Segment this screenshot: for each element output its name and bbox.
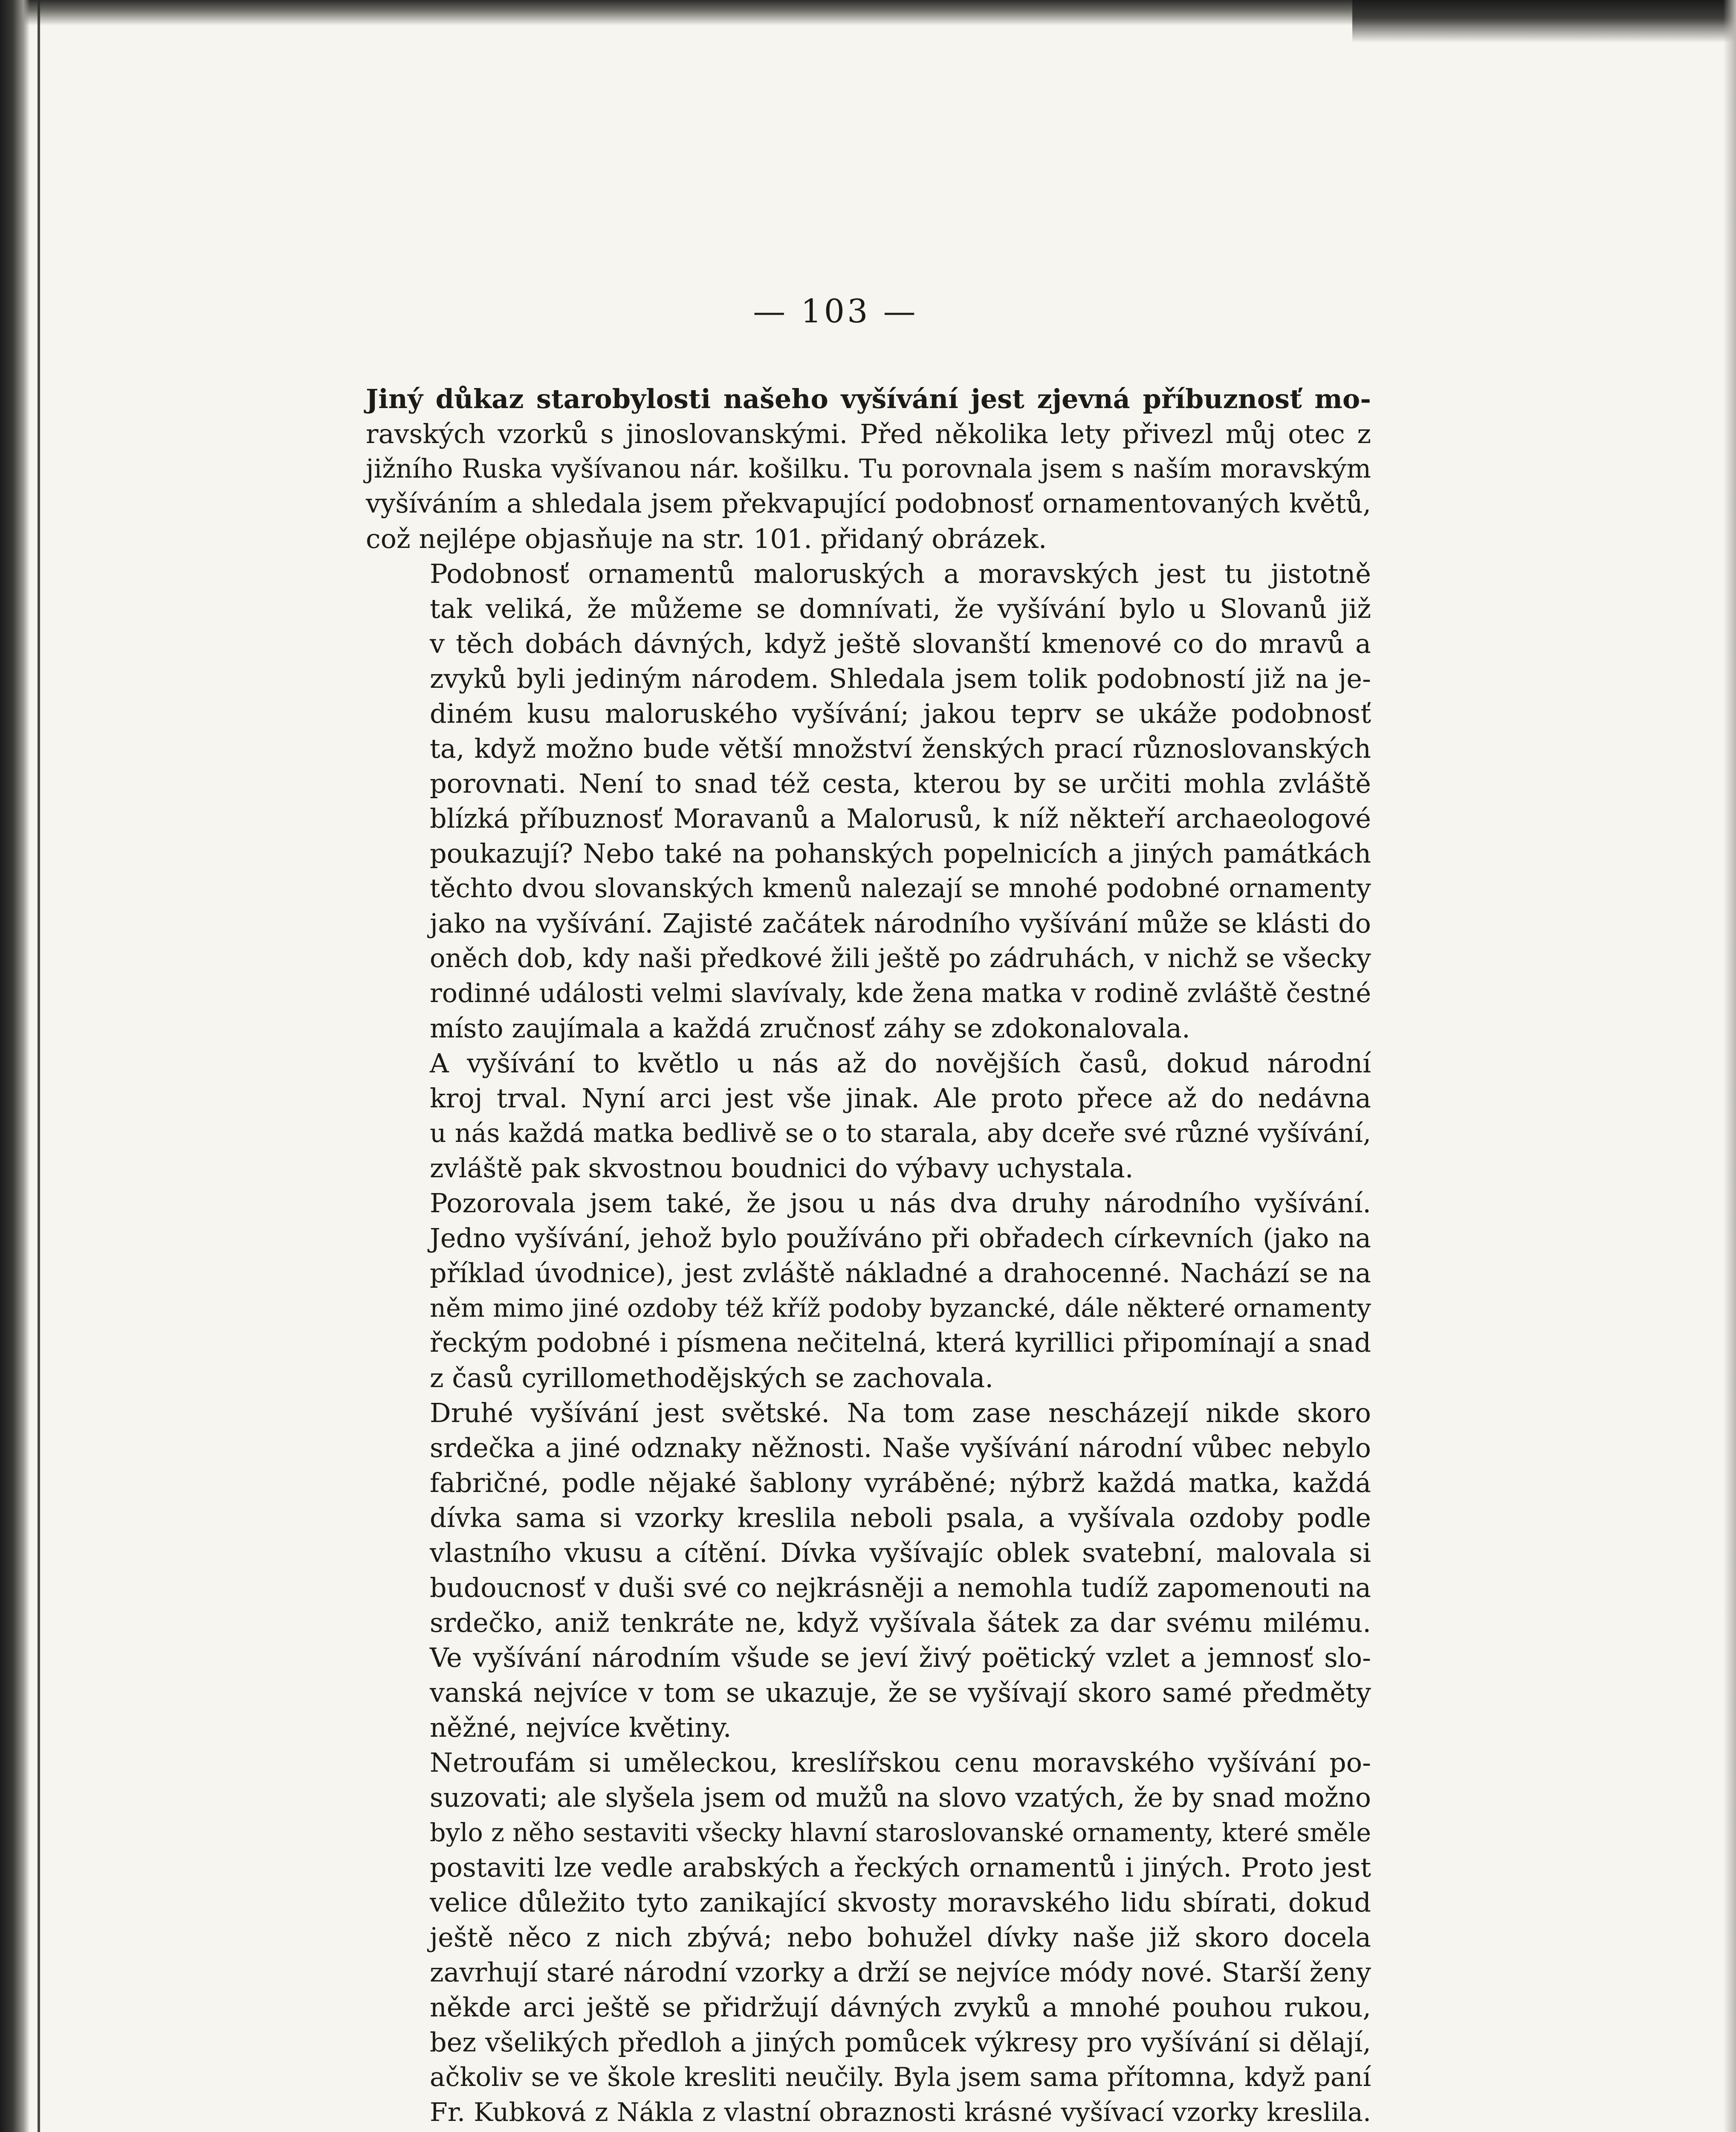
text-line: ta, když možno bude větší množství ženských prací různoslovanských bbox=[430, 733, 1371, 764]
text-line: řeckým podobné i písmena nečitelná, která kyrillici připomínají a snad bbox=[430, 1328, 1371, 1358]
text-line: velice důležito tyto zanikající skvosty moravského lidu sbírati, dokud bbox=[430, 1887, 1371, 1918]
paragraph bbox=[366, 1745, 1371, 2132]
text-line: což nejlépe objasňuje na str. 101. přidaný obrázek. bbox=[366, 523, 1047, 554]
text-line: Ve vyšívání národním všude se jeví živý poëtický vzlet a jemnosť slo- bbox=[430, 1642, 1371, 1673]
scan-right-shadow bbox=[1723, 0, 1736, 2132]
text-line: zavrhují staré národní vzorky a drží se nejvíce módy nové. Starší ženy bbox=[430, 1957, 1371, 1988]
text-line: někde arci ještě se přidržují dávných zvyků a mnohé pouhou rukou, bbox=[430, 1992, 1371, 2023]
paragraph bbox=[366, 556, 1371, 1046]
text-line: A vyšívání to květlo u nás až do novějších časů, dokud národní bbox=[430, 1048, 1371, 1079]
scan-binding-line bbox=[38, 0, 40, 2132]
paragraph bbox=[366, 1186, 1371, 1396]
text-line: příklad úvodnice), jest zvláště nákladné a drahocenné. Nachází se na bbox=[430, 1257, 1371, 1289]
text-line: blízká příbuznosť Moravanů a Malorusů, k níž někteří archaeologové bbox=[430, 803, 1371, 834]
text-line: Podobnosť ornamentů maloruských a moravských jest tu jistotně bbox=[430, 558, 1371, 589]
text-line: srdečka a jiné odznaky něžnosti. Naše vyšívání národní vůbec nebylo bbox=[430, 1432, 1371, 1463]
text-line: kroj trval. Nyní arci jest vše jinak. Ale proto přece až do nedávna bbox=[430, 1083, 1371, 1114]
text-line bbox=[366, 2130, 1371, 2132]
text-line: oněch dob, kdy naši předkové žili ještě po zádruhách, v nichž se všecky bbox=[430, 944, 1371, 973]
text-line: Netroufám si uměleckou, kreslířskou cenu moravského vyšívání po- bbox=[430, 1747, 1371, 1778]
text-line: rodinné události velmi slavívaly, kde žena matka v rodině zvláště čestné bbox=[430, 979, 1371, 1008]
text-line: budoucnosť v duši své co nejkrásněji a nemohla tudíž zapomenouti na bbox=[430, 1572, 1371, 1603]
page-number: — 103 — bbox=[753, 292, 918, 330]
text-line: porovnati. Není to snad též cesta, kterou by se určiti mohla zvláště bbox=[430, 768, 1371, 799]
text-line: ravských vzorků s jinoslovanskými. Před několika lety přivezl můj otec z bbox=[366, 418, 1371, 449]
paragraph bbox=[366, 1396, 1371, 1745]
text-line: v těch dobách dávných, když ještě slovanští kmenové co do mravů a bbox=[430, 628, 1371, 659]
text-line: jižního Ruska vyšívanou nár. košilku. Tu porovnala jsem s naším moravským bbox=[366, 454, 1371, 484]
text-line: zvláště pak skvostnou boudnici do výbavy uchystala. bbox=[430, 1153, 1134, 1184]
text-line: bylo z něho sestaviti všecky hlavní staroslovanské ornamenty, které směle bbox=[430, 1818, 1371, 1847]
text-line: fabričné, podle nějaké šablony vyráběné; nýbrž každá matka, každá bbox=[430, 1467, 1371, 1498]
text-line: těchto dvou slovanských kmenů nalezají se mnohé podobné ornamenty bbox=[430, 873, 1371, 904]
text-line: Jiný důkaz starobylosti našeho vyšívání jest zjevná příbuznosť mo- bbox=[366, 383, 1371, 414]
text-line: zvyků byli jediným národem. Shledala jsem tolik podobností již na je- bbox=[430, 663, 1371, 694]
body-text bbox=[366, 382, 1371, 2132]
text-line: bez všelikých předloh a jiných pomůcek výkresy pro vyšívání si dělají, bbox=[430, 2027, 1371, 2058]
text-line: tak veliká, že můžeme se domnívati, že vyšívání bylo u Slovanů již bbox=[430, 593, 1371, 624]
text-line: něžné, nejvíce květiny. bbox=[430, 1712, 732, 1743]
scan-top-right-shadow bbox=[1352, 0, 1736, 43]
text-line: Fr. Kubková z Nákla z vlastní obraznosti krásné vyšívací vzorky kreslila. bbox=[430, 2097, 1371, 2127]
text-line: jako na vyšívání. Zajisté začátek národního vyšívání může se klásti do bbox=[430, 908, 1371, 939]
text-line: poukazují? Nebo také na pohanských popelnicích a jiných památkách bbox=[430, 838, 1371, 869]
scan-binding-shadow bbox=[0, 0, 30, 2132]
text-line: Jedno vyšívání, jehož bylo používáno při obřadech církevních (jako na bbox=[430, 1222, 1371, 1254]
text-line: Pozorovala jsem také, že jsou u nás dva druhy národního vyšívání. bbox=[430, 1188, 1371, 1219]
text-line: ještě něco z nich zbývá; nebo bohužel dívky naše již skoro docela bbox=[430, 1922, 1371, 1953]
text-line: suzovati; ale slyšela jsem od mužů na slovo vzatých, že by snad možno bbox=[430, 1782, 1371, 1813]
text-line: ačkoliv se ve škole kresliti neučily. Byla jsem sama přítomna, když paní bbox=[430, 2062, 1371, 2092]
text-line: postaviti lze vedle arabských a řeckých ornamentů i jiných. Proto jest bbox=[430, 1852, 1371, 1883]
text-line: diném kusu maloruského vyšívání; jakou teprv se ukáže podobnosť bbox=[430, 698, 1371, 729]
text-line: místo zaujímala a každá zručnosť záhy se zdokonalovala. bbox=[430, 1013, 1190, 1044]
text-line: z časů cyrillomethodějských se zachovala. bbox=[430, 1362, 994, 1393]
text-line: dívka sama si vzorky kreslila neboli psala, a vyšívala ozdoby podle bbox=[430, 1502, 1371, 1533]
paragraph bbox=[366, 1046, 1371, 1186]
text-line: Druhé vyšívání jest světské. Na tom zase nescházejí nikde skoro bbox=[430, 1397, 1371, 1428]
text-line: srdečko, aniž tenkráte ne, když vyšívala šátek za dar svému milému. bbox=[430, 1607, 1371, 1638]
text-line: vanská nejvíce v tom se ukazuje, že se vyšívají skoro samé předměty bbox=[430, 1677, 1371, 1708]
text-line: u nás každá matka bedlivě se o to starala, aby dceře své různé vyšívání, bbox=[430, 1118, 1371, 1148]
text-line: něm mimo jiné ozdoby též kříž podoby byzancké, dále některé ornamenty bbox=[430, 1293, 1371, 1323]
text-line: vyšíváním a shledala jsem překvapující podobnosť ornamentovaných květů, bbox=[366, 489, 1371, 519]
paragraph bbox=[366, 382, 1371, 556]
text-line: vlastního vkusu a cítění. Dívka vyšívajíc oblek svatební, malovala si bbox=[430, 1537, 1371, 1568]
